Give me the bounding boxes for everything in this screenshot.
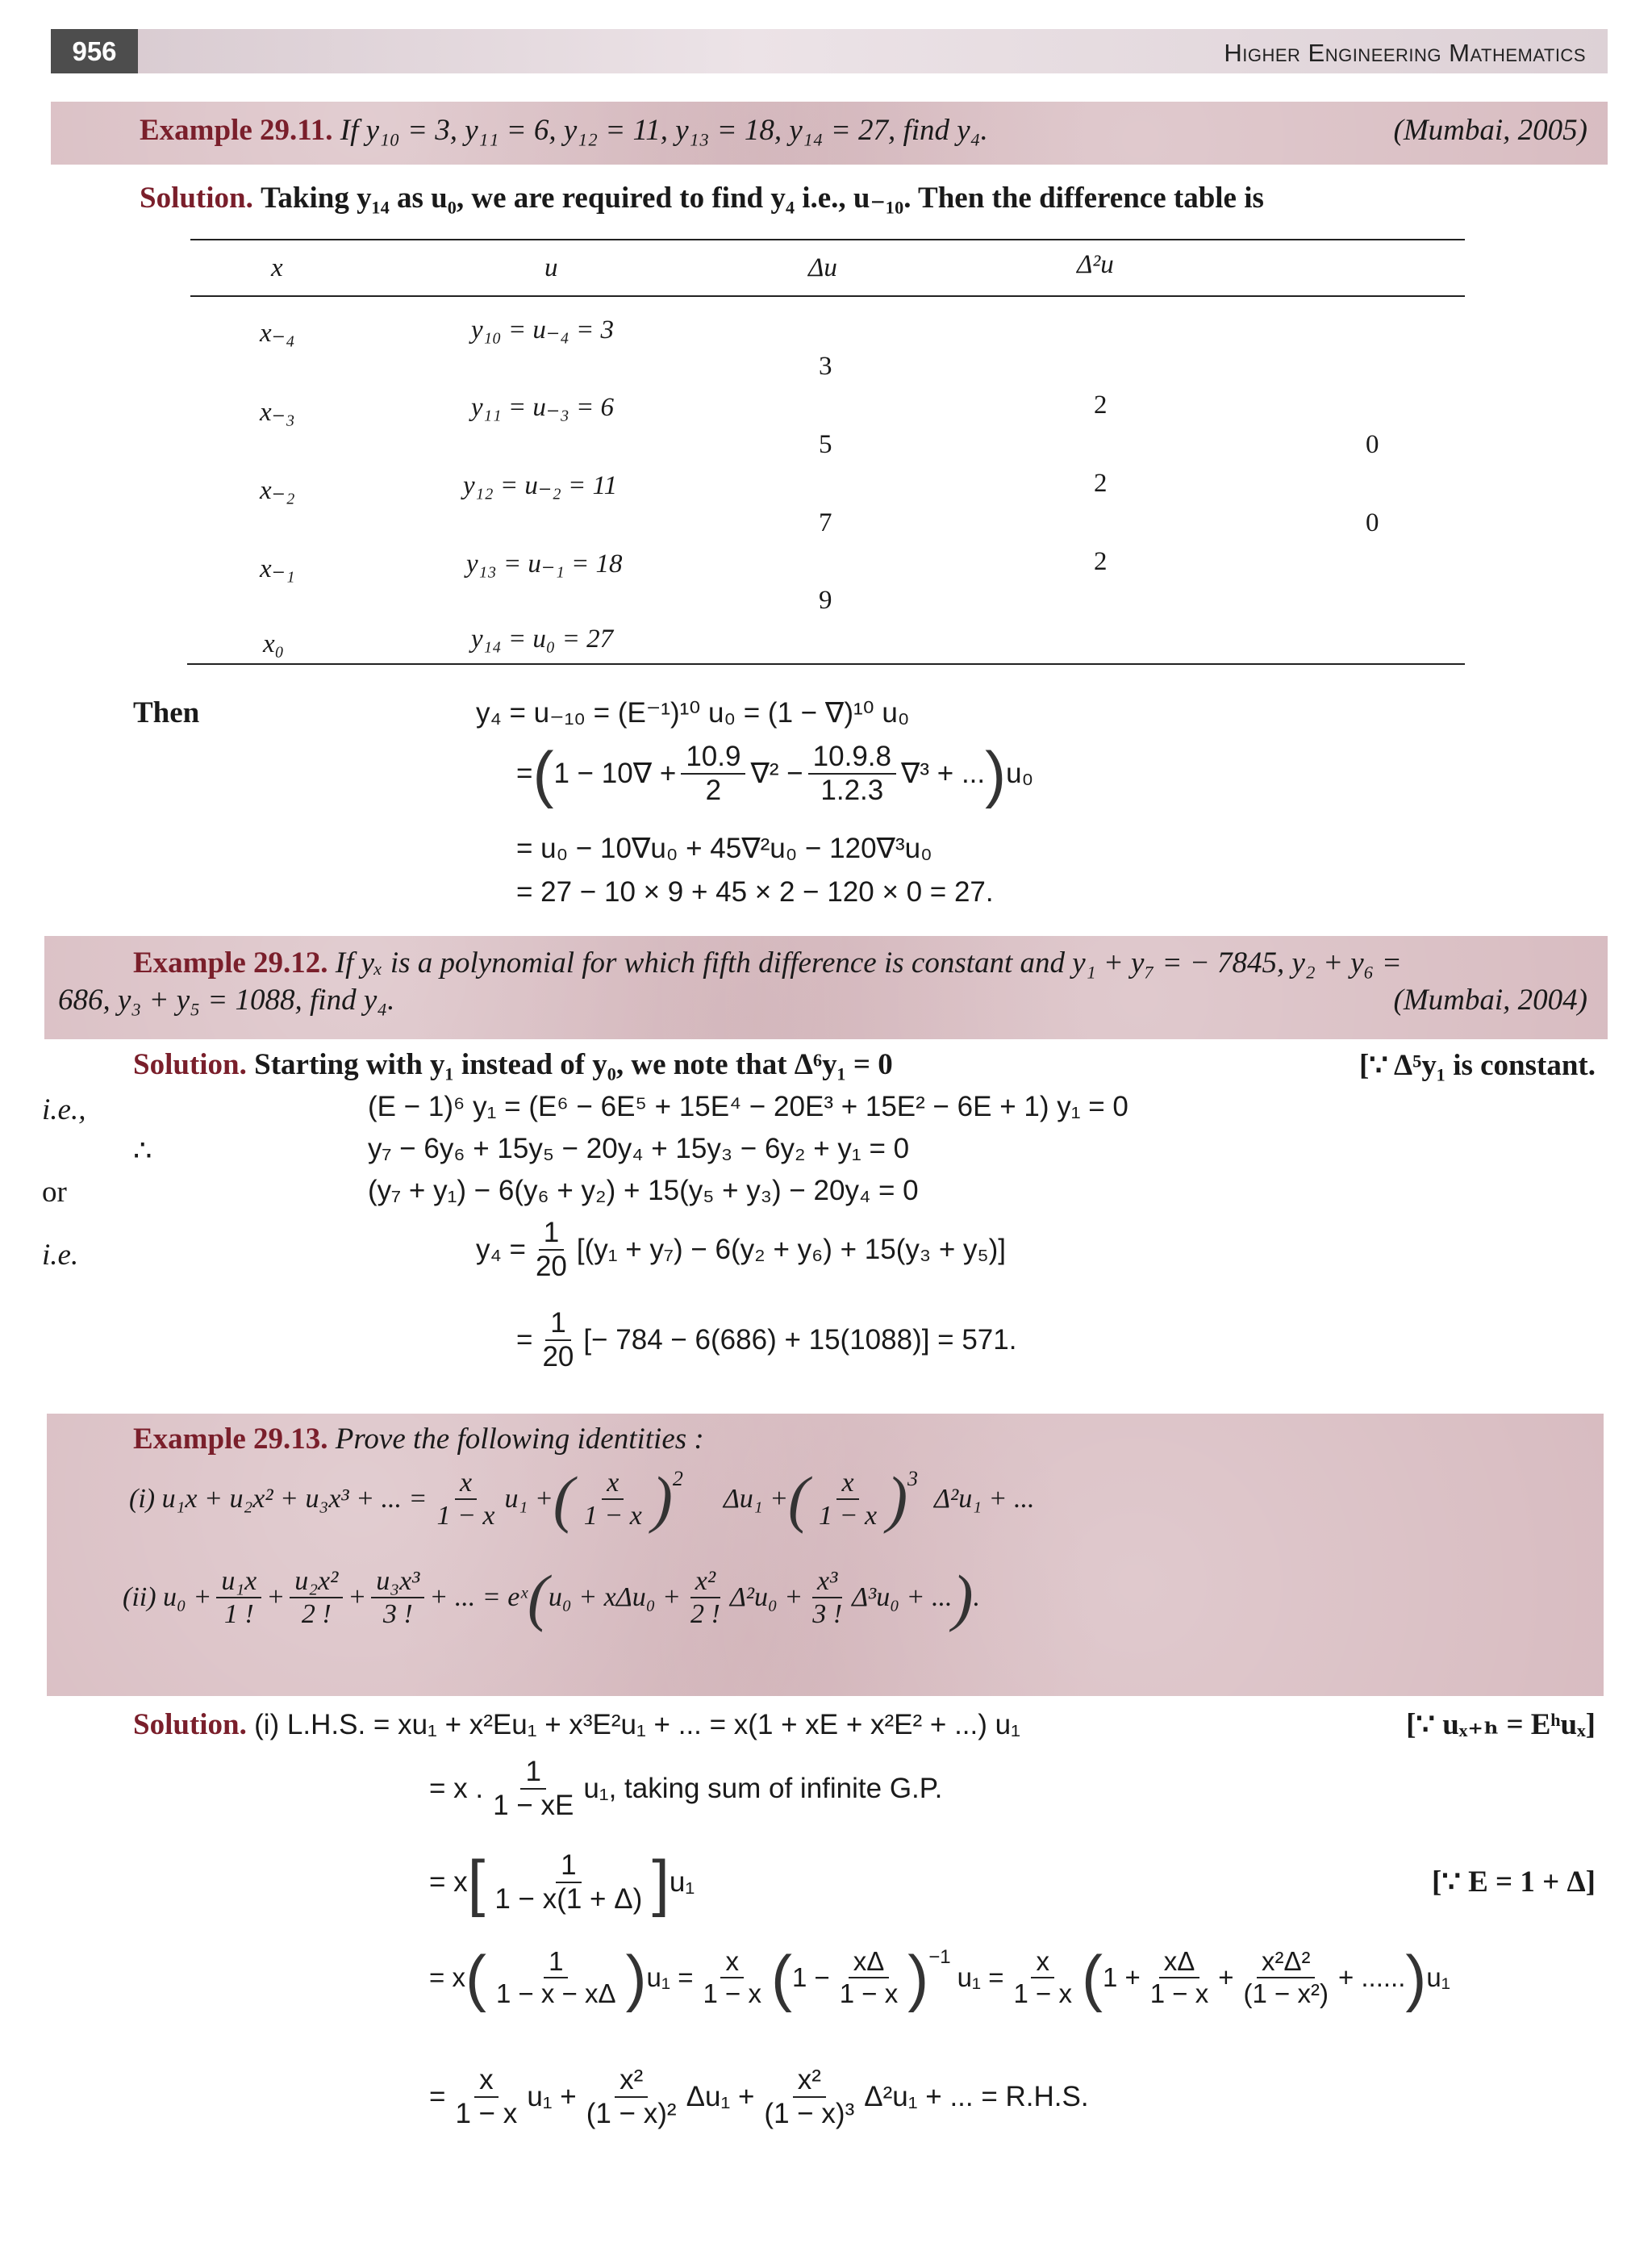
step-pre: = x — [429, 1962, 465, 1992]
open-paren: ( — [527, 1562, 549, 1633]
fraction: $\frac{1}{1 - x(1 + \Delta)}$ — [494, 1849, 643, 1916]
example-29-13-heading — [133, 1422, 704, 1456]
table-cell-x: x₋₂ — [260, 476, 295, 505]
step-part: Δ²u₁ + ... = R.H.S. — [864, 2081, 1089, 2113]
identity-i-term: u₁ + — [504, 1484, 553, 1514]
step-part: 1 − — [791, 1962, 830, 1992]
table-cell-d3u: 0 — [1366, 508, 1379, 537]
table-cell-u: y₁₀ = u₋₄ = 3 — [471, 315, 615, 345]
step-part: u₁ + — [527, 2081, 577, 2113]
table-cell-du: 7 — [819, 508, 832, 537]
period: . — [973, 1582, 980, 1613]
solution-intro — [140, 179, 1264, 215]
step-part: u₁ = — [957, 1962, 1004, 1992]
fraction: $\frac{x}{1 - x}$ — [455, 2064, 518, 2130]
series-mid: ∇² − — [750, 758, 803, 790]
step-post: u₁ — [669, 1866, 695, 1899]
line-lead: or — [42, 1176, 67, 1209]
identity-i-lhs: (i) u₁x + u₂x² + u₃x³ + ... = — [129, 1484, 428, 1514]
identity-ii-lead: (ii) u₀ + — [123, 1582, 212, 1613]
table-header-x: x — [271, 253, 283, 282]
table-cell-du: 3 — [819, 352, 832, 381]
series-open: 1 − 10∇ + — [553, 758, 677, 790]
close-paren: ) — [907, 1942, 929, 2013]
open-paren: ( — [770, 1942, 792, 2013]
table-cell-u: y₁₁ = u₋₃ = 6 — [471, 393, 615, 422]
solution-step-2 — [429, 1756, 942, 1823]
close-bracket: ] — [652, 1847, 670, 1919]
page-number: 956 — [51, 29, 138, 73]
solution-intro — [133, 1047, 893, 1082]
equals-sign: = — [516, 758, 533, 790]
plus-sign: + — [348, 1582, 367, 1613]
identity-i-term: Δu₁ + — [723, 1484, 789, 1514]
derivation-line: = 27 − 10 × 9 + 45 × 2 − 120 × 0 = 27. — [516, 876, 994, 908]
solution-step-3 — [429, 1847, 695, 1919]
fraction: $\frac{\text{x²Δ²}}{\text{(1 − x²)}}$ — [1243, 1946, 1329, 2008]
table-cell-d3u: 0 — [1366, 430, 1379, 459]
table-cell-d2u: 2 — [1094, 391, 1108, 420]
fraction: $\frac{\text{x³}}{3 !}$ — [812, 1566, 843, 1630]
series-tail: u₀ — [1006, 758, 1034, 790]
solution-text: Starting with y₁ instead of y₀, we note that Δ⁶y₁ = 0 — [254, 1048, 893, 1081]
y4-formula — [476, 1217, 1006, 1284]
open-bracket: [ — [467, 1847, 486, 1919]
table-cell-x: x₀ — [263, 629, 285, 658]
table-header-d2u: Δ²u — [1077, 250, 1114, 279]
fraction: $\frac{\text{x²}}{\text{(1 − x)²}}$ — [586, 2064, 677, 2130]
solution-intro — [133, 1707, 1020, 1742]
table-cell-u: y₁₄ = u₀ = 27 — [471, 625, 614, 654]
side-note: [∵ uₓ₊ₕ = Eʰuₓ] — [1406, 1708, 1596, 1741]
equals-sign: = — [429, 2081, 446, 2113]
close-paren: ) — [985, 738, 1007, 810]
line-lead: ∴ — [133, 1134, 152, 1168]
y4-rhs: [(y₁ + y₇) − 6(y₂ + y₆) + 15(y₃ + y₅)] — [576, 1234, 1006, 1266]
step-pre: = x . — [429, 1773, 484, 1805]
step-part: + ...... — [1337, 1962, 1406, 1992]
example-label: Example 29.12. — [133, 946, 328, 980]
y4-calc — [516, 1307, 1016, 1374]
table-head-rule — [190, 295, 1465, 297]
solution-line: (i) L.H.S. = xu₁ + x²Eu₁ + x³E²u₁ + ... = x(1 + xE + x²E² + ...) u₁ — [254, 1709, 1020, 1740]
solution-step-5 — [429, 2064, 1089, 2131]
close-paren: ) — [625, 1942, 647, 2013]
side-note: [∵ E = 1 + Δ] — [1432, 1865, 1596, 1899]
step-part: u₁ = — [646, 1962, 694, 1992]
fraction: $\frac{x}{1 - x}$ — [703, 1946, 761, 2008]
table-cell-x: x₋₁ — [260, 554, 295, 583]
line-lead: i.e., — [42, 1093, 86, 1126]
equation-line: (E − 1)⁶ y₁ = (E⁶ − 6E⁵ + 15E⁴ − 20E³ + 15E² − 6E + 1) y₁ = 0 — [368, 1091, 1128, 1122]
identity-i-term: Δ²u₁ + ... — [934, 1484, 1035, 1514]
y4-lhs: y₄ = — [476, 1234, 526, 1266]
open-paren: ( — [465, 1942, 486, 2013]
solution-label: Solution. — [140, 182, 253, 215]
exponent: 3 — [907, 1467, 919, 1490]
line-lead: i.e. — [42, 1239, 79, 1272]
open-paren: ( — [1081, 1942, 1103, 2013]
equals-sign: = — [516, 1324, 533, 1356]
example-label: Example 29.11. — [140, 114, 333, 147]
example-29-11-heading — [140, 113, 988, 148]
fraction: $\frac{10.9}{2}$ — [681, 741, 745, 808]
identity-ii — [123, 1562, 980, 1633]
step-pre: = x — [429, 1866, 468, 1899]
identity-ii-mid: + ... = eˣ — [429, 1582, 528, 1613]
close-paren: ) — [651, 1464, 673, 1535]
table-cell-x: x₋₄ — [260, 319, 295, 348]
step-part: 1 + — [1102, 1962, 1141, 1992]
open-paren: ( — [532, 738, 554, 810]
fraction: $\frac{1}{1 - xE}$ — [493, 1756, 574, 1822]
table-cell-u: y₁₂ = u₋₂ = 11 — [463, 471, 618, 500]
close-paren: ) — [952, 1562, 974, 1633]
identity-i — [129, 1464, 1035, 1535]
open-paren: ( — [553, 1464, 574, 1535]
fraction: $\frac{x\Delta}{1 - x}$ — [1149, 1946, 1209, 2008]
table-bottom-rule — [187, 663, 1465, 665]
solution-step-4 — [429, 1942, 1450, 2013]
fraction: $\frac{x}{1 - x}$ — [583, 1468, 642, 1531]
example-source: (Mumbai, 2004) — [1393, 984, 1587, 1017]
fraction: $\frac{x\Delta}{1 - x}$ — [839, 1946, 899, 2008]
fraction: $\frac{x}{1 - x}$ — [819, 1468, 878, 1531]
close-paren: ) — [886, 1464, 908, 1535]
close-paren: ) — [1405, 1942, 1427, 2013]
series-end: ∇³ + ... — [900, 758, 986, 790]
calc-text: [− 784 − 6(686) + 15(1088)] = 571. — [583, 1324, 1017, 1356]
exponent: 2 — [672, 1467, 683, 1490]
fraction: $\frac{1}{20}$ — [542, 1307, 574, 1373]
fraction: $\frac{\text{u₂x²}}{2 !}$ — [290, 1565, 343, 1630]
fraction: $\frac{1}{1 - x - x\Delta}$ — [495, 1946, 616, 2008]
step-part: u₁ — [1426, 1962, 1450, 1992]
equation-line: (y₇ + y₁) − 6(y₆ + y₂) + 15(y₅ + y₃) − 20y₄ = 0 — [368, 1175, 919, 1206]
fraction: $\frac{x}{1 - x}$ — [1013, 1946, 1072, 2008]
step-part: Δu₁ + — [686, 2081, 755, 2113]
identity-ii-in: u₀ + xΔu₀ + — [548, 1582, 681, 1613]
table-cell-u: y₁₃ = u₋₁ = 18 — [466, 549, 623, 579]
open-paren: ( — [788, 1464, 810, 1535]
book-title: Higher Engineering Mathematics — [1224, 39, 1586, 67]
table-cell-du: 5 — [819, 430, 832, 459]
table-cell-du: 9 — [819, 586, 832, 615]
table-header-du: Δu — [808, 253, 837, 282]
fraction: $\frac{\text{u₁x}}{1 !}$ — [216, 1565, 261, 1630]
example-statement: If yₓ is a polynomial for which fifth difference is constant and y₁ + y₇ = − 7845, y₂ + y₆ = — [335, 946, 1402, 980]
fraction: $\frac{x}{1 - x}$ — [436, 1468, 495, 1531]
fraction: $\frac{10.9.8}{1.2.3}$ — [808, 741, 896, 808]
side-note: [∵ Δ⁵y₁ is constant. — [1358, 1049, 1596, 1082]
table-header-u: u — [544, 253, 558, 282]
table-cell-d2u: 2 — [1094, 547, 1108, 576]
table-cell-x: x₋₃ — [260, 398, 295, 427]
example-29-12-heading — [133, 946, 1402, 980]
example-source: (Mumbai, 2005) — [1393, 114, 1587, 147]
solution-label: Solution. — [133, 1708, 247, 1741]
step-post: u₁, taking sum of infinite G.P. — [583, 1773, 943, 1805]
exponent: −1 — [928, 1946, 951, 1968]
solution-text: Taking y₁₄ as u₀, we are required to find y₄ i.e., u₋₁₀. Then the difference table is — [261, 182, 1264, 215]
plus-sign: + — [1218, 1962, 1234, 1992]
fraction: $\frac{\text{x²}}{2 !}$ — [690, 1566, 720, 1630]
identity-ii-term: Δ³u₀ + ... — [852, 1582, 953, 1613]
table-top-rule — [190, 239, 1465, 240]
example-statement: If y₁₀ = 3, y₁₁ = 6, y₁₂ = 11, y₁₃ = 18, y₁₄ = 27, find y₄. — [340, 114, 988, 147]
derivation-series — [516, 738, 1034, 810]
example-label: Example 29.13. — [133, 1423, 328, 1456]
solution-label: Solution. — [133, 1048, 247, 1081]
derivation-line: = u₀ − 10∇u₀ + 45∇²u₀ − 120∇³u₀ — [516, 833, 932, 864]
derivation-line: y₄ = u₋₁₀ = (E⁻¹)¹⁰ u₀ = (1 − ∇)¹⁰ u₀ — [476, 697, 910, 729]
table-cell-d2u: 2 — [1094, 469, 1108, 498]
example-statement-cont: 686, y₃ + y₅ = 1088, find y₄. — [58, 984, 395, 1017]
fraction: $\frac{1}{20}$ — [535, 1217, 567, 1283]
identity-ii-term: Δ²u₀ + — [729, 1582, 803, 1613]
fraction: $\frac{\text{x²}}{\text{(1 − x)³}}$ — [764, 2064, 855, 2130]
equation-line: y₇ − 6y₆ + 15y₅ − 20y₄ + 15y₃ − 6y₂ + y₁ = 0 — [368, 1133, 910, 1164]
fraction: $\frac{\text{u₃x³}}{3 !}$ — [371, 1565, 424, 1630]
plus-sign: + — [266, 1582, 286, 1613]
then-label: Then — [133, 696, 200, 729]
example-statement: Prove the following identities : — [335, 1423, 704, 1456]
